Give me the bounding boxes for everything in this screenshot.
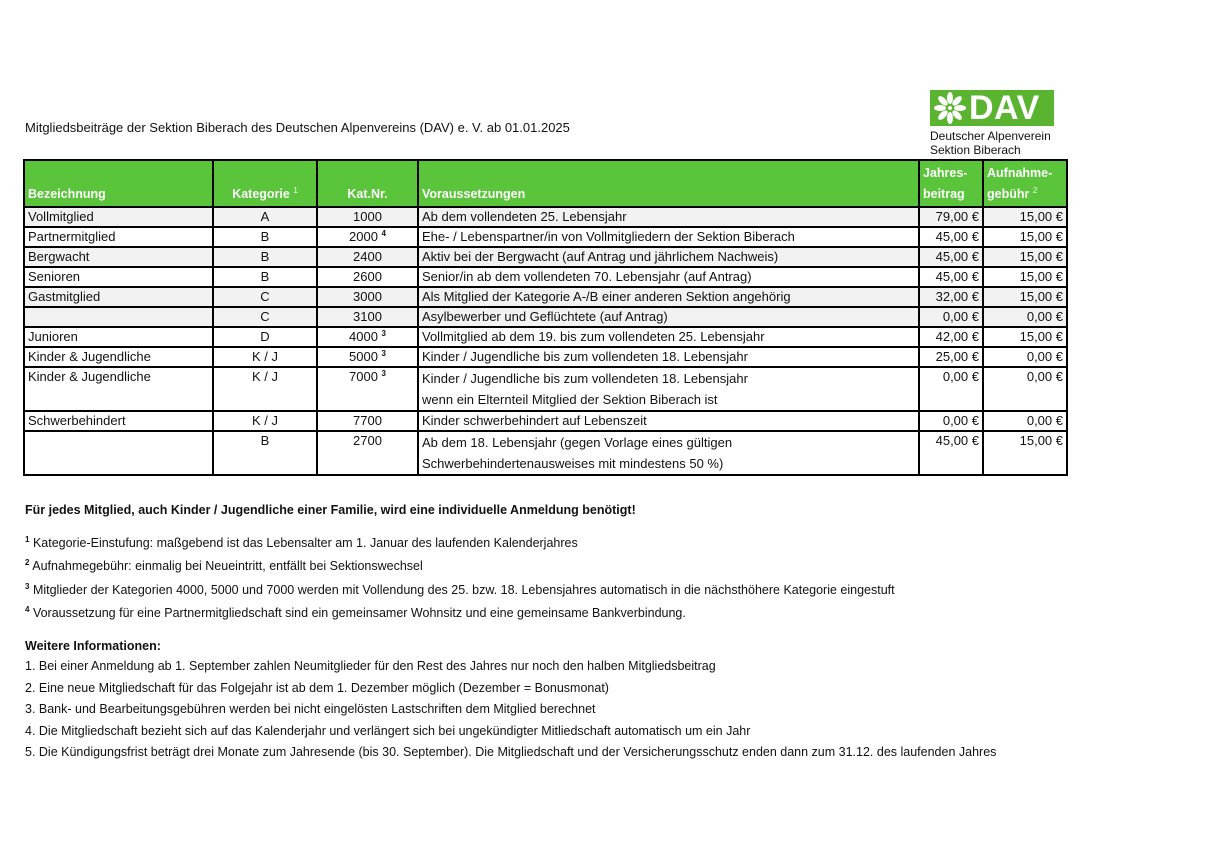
table-row: [24, 307, 1067, 327]
cell-bezeichnung: Partnermitglied: [24, 227, 213, 247]
table-row: [24, 327, 1067, 347]
table-header-row: [24, 160, 1067, 207]
dav-logo: [930, 90, 1054, 157]
registration-notice: Für jedes Mitglied, auch Kinder / Jugendliche einer Familie, wird eine individuelle Anmeldung benötigt!: [25, 503, 636, 517]
info-item: 5. Die Kündigungsfrist beträgt drei Monate zum Jahresende (bis 30. September). Die Mitgliedschaft und der Versicherungsschutz enden dann zum 31.12. des laufenden Jahres: [25, 745, 997, 759]
cell-voraussetzung: Vollmitglied ab dem 19. bis zum vollendeten 25. Lebensjahr: [418, 327, 919, 347]
cell-kategorie: K / J: [213, 411, 317, 431]
cell-katnr: 2600: [317, 267, 418, 287]
edelweiss-icon: [933, 91, 967, 125]
cell-bezeichnung: Gastmitglied: [24, 287, 213, 307]
cell-katnr: 4000 $^3$: [317, 327, 418, 347]
page-title: Mitgliedsbeiträge der Sektion Biberach des Deutschen Alpenvereins (DAV) e. V. ab 01.01.2025: [25, 120, 570, 135]
cell-bezeichnung: [24, 431, 213, 475]
cell-bezeichnung: Vollmitglied: [24, 207, 213, 227]
logo-line-1: Deutscher Alpenverein: [930, 129, 1051, 143]
cell-bezeichnung: Senioren: [24, 267, 213, 287]
info-item: 4. Die Mitgliedschaft bezieht sich auf das Kalenderjahr und verlängert sich bei ungekündigter Mitliedschaft automatisch um ein Jahr: [25, 724, 751, 738]
header-kategorie: Kategorie $^1$: [213, 160, 317, 207]
cell-gebuehr: 0,00 €: [983, 307, 1067, 327]
table-row: [24, 207, 1067, 227]
cell-katnr: 1000: [317, 207, 418, 227]
cell-gebuehr: 15,00 €: [983, 207, 1067, 227]
footnote: $^1$ Kategorie-Einstufung: maßgebend ist das Lebensalter am 1. Januar des laufenden Kalenderjahres: [25, 535, 578, 550]
footnote: $^3$ Mitglieder der Kategorien 4000, 5000 und 7000 werden mit Vollendung des 25. bzw. 18. Lebensjahres automatisch in die nächsthöhere Kategorie eingestuft: [25, 582, 895, 597]
table-row: [24, 227, 1067, 247]
cell-gebuehr: 0,00 €: [983, 411, 1067, 431]
info-item: 1. Bei einer Anmeldung ab 1. September zahlen Neumitglieder für den Rest des Jahres nur noch den halben Mitgliedsbeitrag: [25, 659, 716, 673]
cell-kategorie: D: [213, 327, 317, 347]
cell-beitrag: 45,00 €: [919, 431, 983, 475]
cell-bezeichnung: Kinder & Jugendliche: [24, 367, 213, 411]
cell-gebuehr: 15,00 €: [983, 247, 1067, 267]
info-item: 2. Eine neue Mitgliedschaft für das Folgejahr ist ab dem 1. Dezember möglich (Dezember = Bonusmonat): [25, 681, 609, 695]
table-row: [24, 247, 1067, 267]
cell-katnr: 2700: [317, 431, 418, 475]
cell-voraussetzung: Ehe- / Lebenspartner/in von Vollmitgliedern der Sektion Biberach: [418, 227, 919, 247]
cell-bezeichnung: Kinder & Jugendliche: [24, 347, 213, 367]
cell-katnr: 7700: [317, 411, 418, 431]
table-row: [24, 267, 1067, 287]
cell-beitrag: 45,00 €: [919, 247, 983, 267]
cell-voraussetzung: Als Mitglied der Kategorie A-/B einer anderen Sektion angehörig: [418, 287, 919, 307]
footnote-ref: 3: [381, 369, 386, 378]
cell-beitrag: 0,00 €: [919, 307, 983, 327]
table-row: [24, 367, 1067, 411]
cell-kategorie: C: [213, 307, 317, 327]
cell-bezeichnung: Bergwacht: [24, 247, 213, 267]
table-row: [24, 287, 1067, 307]
logo-line-2: Sektion Biberach: [930, 143, 1021, 157]
cell-katnr: 2000 $^4$: [317, 227, 418, 247]
table-row: [24, 431, 1067, 475]
cell-beitrag: 45,00 €: [919, 227, 983, 247]
cell-gebuehr: 15,00 €: [983, 287, 1067, 307]
cell-gebuehr: 0,00 €: [983, 367, 1067, 411]
header-aufnahmegebuehr: Aufnahme- gebühr $^2$: [983, 160, 1067, 207]
cell-beitrag: 0,00 €: [919, 411, 983, 431]
cell-katnr: 2400: [317, 247, 418, 267]
cell-gebuehr: 15,00 €: [983, 227, 1067, 247]
cell-gebuehr: 15,00 €: [983, 431, 1067, 475]
cell-voraussetzung: Ab dem vollendeten 25. Lebensjahr: [418, 207, 919, 227]
info-heading: Weitere Informationen:: [25, 639, 161, 653]
cell-voraussetzung: Senior/in ab dem vollendeten 70. Lebensjahr (auf Antrag): [418, 267, 919, 287]
cell-voraussetzung: Ab dem 18. Lebensjahr (gegen Vorlage eines gültigen Schwerbehindertenausweises mit mindestens 50 %): [418, 431, 919, 475]
cell-kategorie: B: [213, 431, 317, 475]
cell-kategorie: B: [213, 227, 317, 247]
footnote-ref: 3: [381, 329, 386, 338]
cell-kategorie: K / J: [213, 347, 317, 367]
cell-bezeichnung: Junioren: [24, 327, 213, 347]
fee-table: [23, 159, 1068, 476]
cell-kategorie: B: [213, 247, 317, 267]
table-row: [24, 347, 1067, 367]
cell-beitrag: 45,00 €: [919, 267, 983, 287]
cell-kategorie: B: [213, 267, 317, 287]
footnote: $^4$ Voraussetzung für eine Partnermitgliedschaft sind ein gemeinsamer Wohnsitz und eine gemeinsame Bankverbindung.: [25, 605, 686, 620]
cell-kategorie: K / J: [213, 367, 317, 411]
header-voraussetzungen: Voraussetzungen: [418, 160, 919, 207]
cell-kategorie: A: [213, 207, 317, 227]
cell-voraussetzung: Kinder schwerbehindert auf Lebenszeit: [418, 411, 919, 431]
cell-beitrag: 0,00 €: [919, 367, 983, 411]
footnote-ref: 3: [381, 349, 386, 358]
header-jahresbeitrag: Jahres- beitrag: [919, 160, 983, 207]
info-item: 3. Bank- und Bearbeitungsgebühren werden bei nicht eingelösten Lastschriften dem Mitglied berechnet: [25, 702, 596, 716]
cell-katnr: 3100: [317, 307, 418, 327]
cell-gebuehr: 0,00 €: [983, 347, 1067, 367]
header-bezeichnung: Bezeichnung: [24, 160, 213, 207]
cell-katnr: 3000: [317, 287, 418, 307]
header-katnr: Kat.Nr.: [317, 160, 418, 207]
cell-beitrag: 79,00 €: [919, 207, 983, 227]
cell-bezeichnung: [24, 307, 213, 327]
cell-beitrag: 42,00 €: [919, 327, 983, 347]
cell-beitrag: 25,00 €: [919, 347, 983, 367]
cell-kategorie: C: [213, 287, 317, 307]
footnote: $^2$ Aufnahmegebühr: einmalig bei Neueintritt, entfällt bei Sektionswechsel: [25, 558, 423, 573]
cell-voraussetzung: Kinder / Jugendliche bis zum vollendeten 18. Lebensjahr wenn ein Elternteil Mitglied der Sektion Biberach ist: [418, 367, 919, 411]
cell-gebuehr: 15,00 €: [983, 327, 1067, 347]
cell-katnr: 7000 $^3$: [317, 367, 418, 411]
cell-beitrag: 32,00 €: [919, 287, 983, 307]
cell-voraussetzung: Kinder / Jugendliche bis zum vollendeten 18. Lebensjahr: [418, 347, 919, 367]
table-row: [24, 411, 1067, 431]
cell-gebuehr: 15,00 €: [983, 267, 1067, 287]
logo-wordmark: DAV: [969, 89, 1040, 127]
cell-voraussetzung: Asylbewerber und Geflüchtete (auf Antrag): [418, 307, 919, 327]
cell-bezeichnung: Schwerbehindert: [24, 411, 213, 431]
footnote-ref: 4: [381, 229, 386, 238]
cell-voraussetzung: Aktiv bei der Bergwacht (auf Antrag und jährlichem Nachweis): [418, 247, 919, 267]
cell-katnr: 5000 $^3$: [317, 347, 418, 367]
